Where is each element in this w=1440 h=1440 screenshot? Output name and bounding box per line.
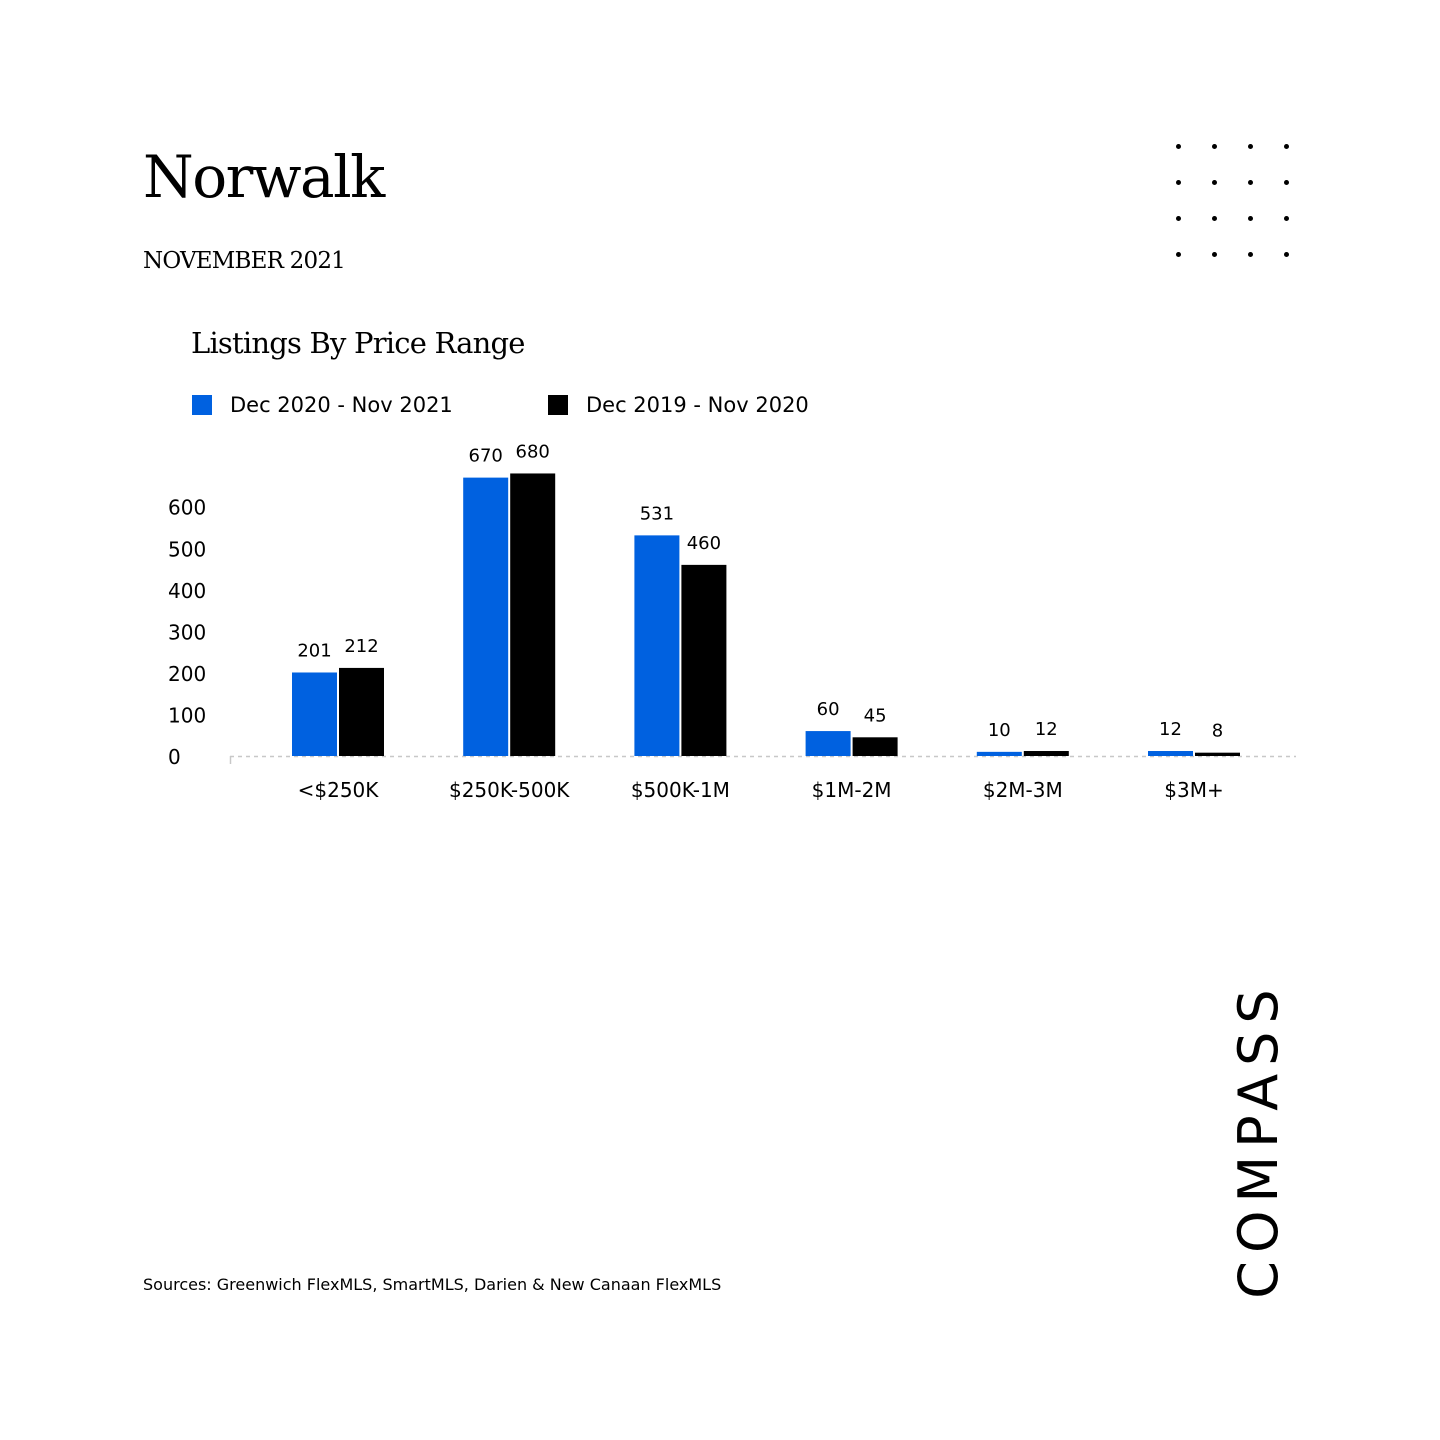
bar-current [463, 478, 508, 756]
data-label: 531 [639, 503, 675, 525]
bar-previous [339, 668, 384, 756]
x-tick-label: $250K-500K [448, 778, 570, 802]
page-subtitle: NOVEMBER 2021 [143, 248, 345, 274]
data-label: 460 [686, 532, 722, 554]
y-tick-label: 100 [168, 703, 207, 728]
y-tick-label: 400 [168, 578, 207, 603]
y-tick-label: 500 [168, 537, 207, 562]
data-label: 680 [515, 441, 550, 463]
sources-note: Sources: Greenwich FlexMLS, SmartMLS, Darien & New Canaan FlexMLS [143, 1275, 722, 1294]
x-tick-label: <$250K [297, 778, 379, 802]
data-label: 201 [297, 640, 332, 662]
y-tick-label: 300 [168, 620, 207, 645]
data-label: 60 [816, 699, 840, 721]
bar-previous [1195, 753, 1240, 756]
chart-title: Listings By Price Range [191, 326, 525, 360]
data-label: 670 [468, 445, 503, 467]
x-tick-label: $2M-3M [982, 778, 1063, 802]
data-label: 212 [344, 635, 379, 657]
data-label: 8 [1211, 720, 1224, 742]
y-tick-label: 200 [168, 661, 207, 686]
x-tick-label: $500K-1M [630, 778, 730, 802]
y-tick-label: 0 [168, 745, 181, 769]
bar-previous [1024, 751, 1069, 756]
bar-current [977, 752, 1022, 756]
bar-previous [681, 565, 726, 756]
data-label: 12 [1159, 719, 1182, 741]
bar-current [634, 535, 679, 756]
data-label: 10 [987, 719, 1011, 741]
bar-current [292, 672, 337, 756]
x-tick-label: $1M-2M [811, 778, 892, 802]
x-tick-label: $3M+ [1164, 778, 1224, 802]
legend-label: Dec 2020 - Nov 2021 [230, 393, 453, 417]
data-label: 12 [1034, 719, 1058, 741]
bar-current [806, 731, 851, 756]
compass-logo: COMPASS [1226, 981, 1290, 1299]
bar-previous [510, 473, 555, 756]
data-label: 45 [863, 705, 887, 727]
bar-previous [853, 737, 898, 756]
page-title: Norwalk [143, 143, 384, 211]
legend-label: Dec 2019 - Nov 2020 [586, 393, 809, 417]
y-tick-label: 600 [168, 495, 207, 520]
bar-current [1148, 751, 1193, 756]
